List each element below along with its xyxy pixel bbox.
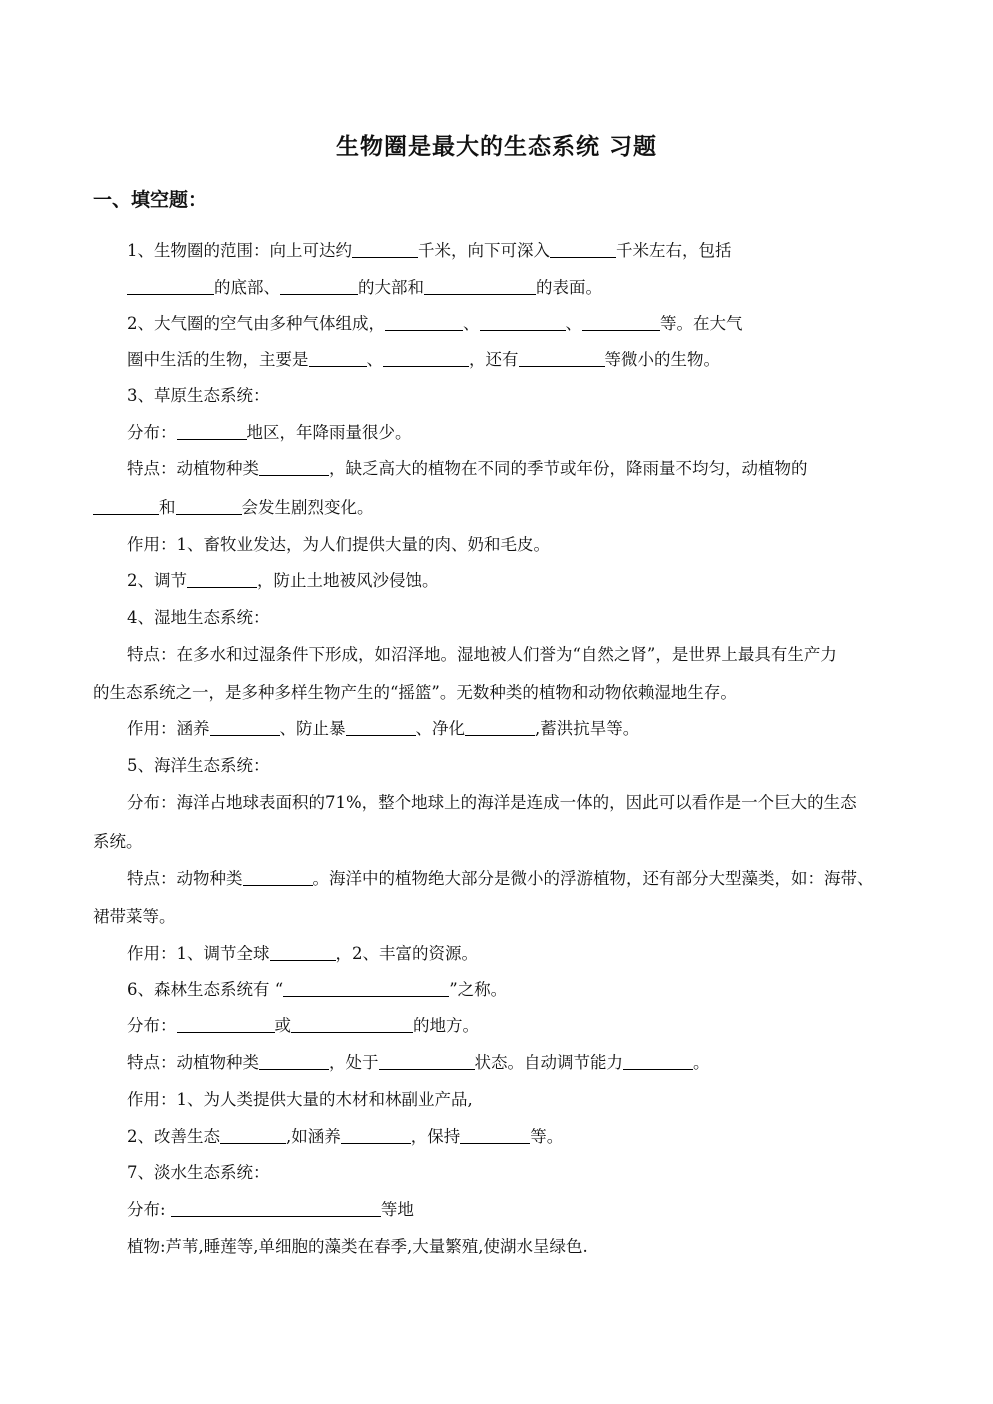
blank[interactable] [550,239,616,258]
q4-feature-line-1: 特点：在多水和过湿条件下形成，如沼泽地。湿地被人们誉为“自然之肾”，是世界上最具有生产力 [127,645,837,664]
blank[interactable] [93,496,159,515]
blank[interactable] [171,1198,381,1217]
q3-use-2: 2、调节 ，防止土地被风沙侵蚀。 [127,571,439,590]
blank[interactable] [623,1051,693,1070]
blank[interactable] [220,1125,286,1144]
blank[interactable] [383,348,469,367]
blank[interactable] [270,942,336,961]
blank[interactable] [465,717,535,736]
blank[interactable] [424,276,536,295]
q5-feature-line-1: 特点：动物种类 。海洋中的植物绝大部分是微小的浮游植物，还有部分大型藻类，如：海带、 [127,869,874,888]
q4-heading: 4、湿地生态系统： [127,608,270,627]
q5-feature-line-2: 裙带菜等。 [93,907,176,926]
q7-plants: 植物:芦苇,睡莲等,单细胞的藻类在春季,大量繁殖,使湖水呈绿色. [127,1237,588,1256]
blank[interactable] [176,496,242,515]
q5-heading: 5、海洋生态系统： [127,756,270,775]
q6-feature: 特点：动植物种类 ，处于 状态。自动调节能力 。 [127,1053,710,1072]
q3-use-1: 作用：1、畜牧业发达，为人们提供大量的肉、奶和毛皮。 [127,535,550,554]
q4-use: 作用：涵养 、防止暴 、净化 ,蓄洪抗旱等。 [127,719,640,738]
q3-heading: 3、草原生态系统： [127,386,270,405]
q4-feature-line-2: 的生态系统之一，是多种多样生物产生的“摇篮”。无数种类的植物和动物依赖湿地生存。 [93,683,737,702]
blank[interactable] [177,421,247,440]
q5-distribution-line-2: 系统。 [93,832,143,851]
blank[interactable] [259,457,329,476]
q5-use: 作用：1、调节全球 ，2、丰富的资源。 [127,944,478,963]
blank[interactable] [309,348,367,367]
page-title: 生物圈是最大的生态系统 习题 [335,134,657,160]
blank[interactable] [280,276,358,295]
section-heading: 一、填空题： [93,189,208,211]
q3-feature-line-1: 特点：动植物种类 ，缺乏高大的植物在不同的季节或年份，降雨量不均匀，动植物的 [127,459,808,478]
blank[interactable] [460,1125,530,1144]
q1-line-2: 的底部、 的大部和 的表面。 [127,275,602,301]
blank[interactable] [259,1051,329,1070]
q7-heading: 7、淡水生态系统： [127,1163,270,1182]
q1-line-1: 1、生物圈的范围：向上可达约 千米，向下可深入 千米左右，包括 [127,241,732,260]
blank[interactable] [379,1051,475,1070]
blank[interactable] [243,867,313,886]
q6-use-1: 作用：1、为人类提供大量的木材和林副业产品, [127,1090,473,1109]
blank[interactable] [352,239,418,258]
blank[interactable] [385,312,463,331]
q7-distribution: 分布: 等地 [127,1200,414,1219]
blank[interactable] [519,348,605,367]
blank[interactable] [283,978,449,997]
q6-distribution: 分布： 或 的地方。 [127,1016,479,1035]
blank[interactable] [127,276,214,295]
q5-distribution-line-1: 分布：海洋占地球表面积的71%，整个地球上的海洋是连成一体的，因此可以看作是一个巨大的生态 [127,793,857,812]
q3-feature-line-2: 和 会发生剧烈变化。 [93,495,374,521]
blank[interactable] [177,1014,275,1033]
blank[interactable] [341,1125,411,1144]
blank[interactable] [291,1014,413,1033]
q6-use-2: 2、改善生态 ,如涵养 ，保持 等。 [127,1127,564,1146]
blank[interactable] [582,312,660,331]
q2-line-1: 2、大气圈的空气由多种气体组成， 、 、 等。在大气 [127,314,743,333]
blank[interactable] [187,569,257,588]
q3-distribution: 分布： 地区，年降雨量很少。 [127,423,412,442]
q2-line-2: 圈中生活的生物，主要是 、 ，还有 等微小的生物。 [127,350,720,369]
blank[interactable] [210,717,280,736]
blank[interactable] [346,717,416,736]
blank[interactable] [480,312,566,331]
q6-heading: 6、森林生态系统有 “ ”之称。 [127,980,508,999]
